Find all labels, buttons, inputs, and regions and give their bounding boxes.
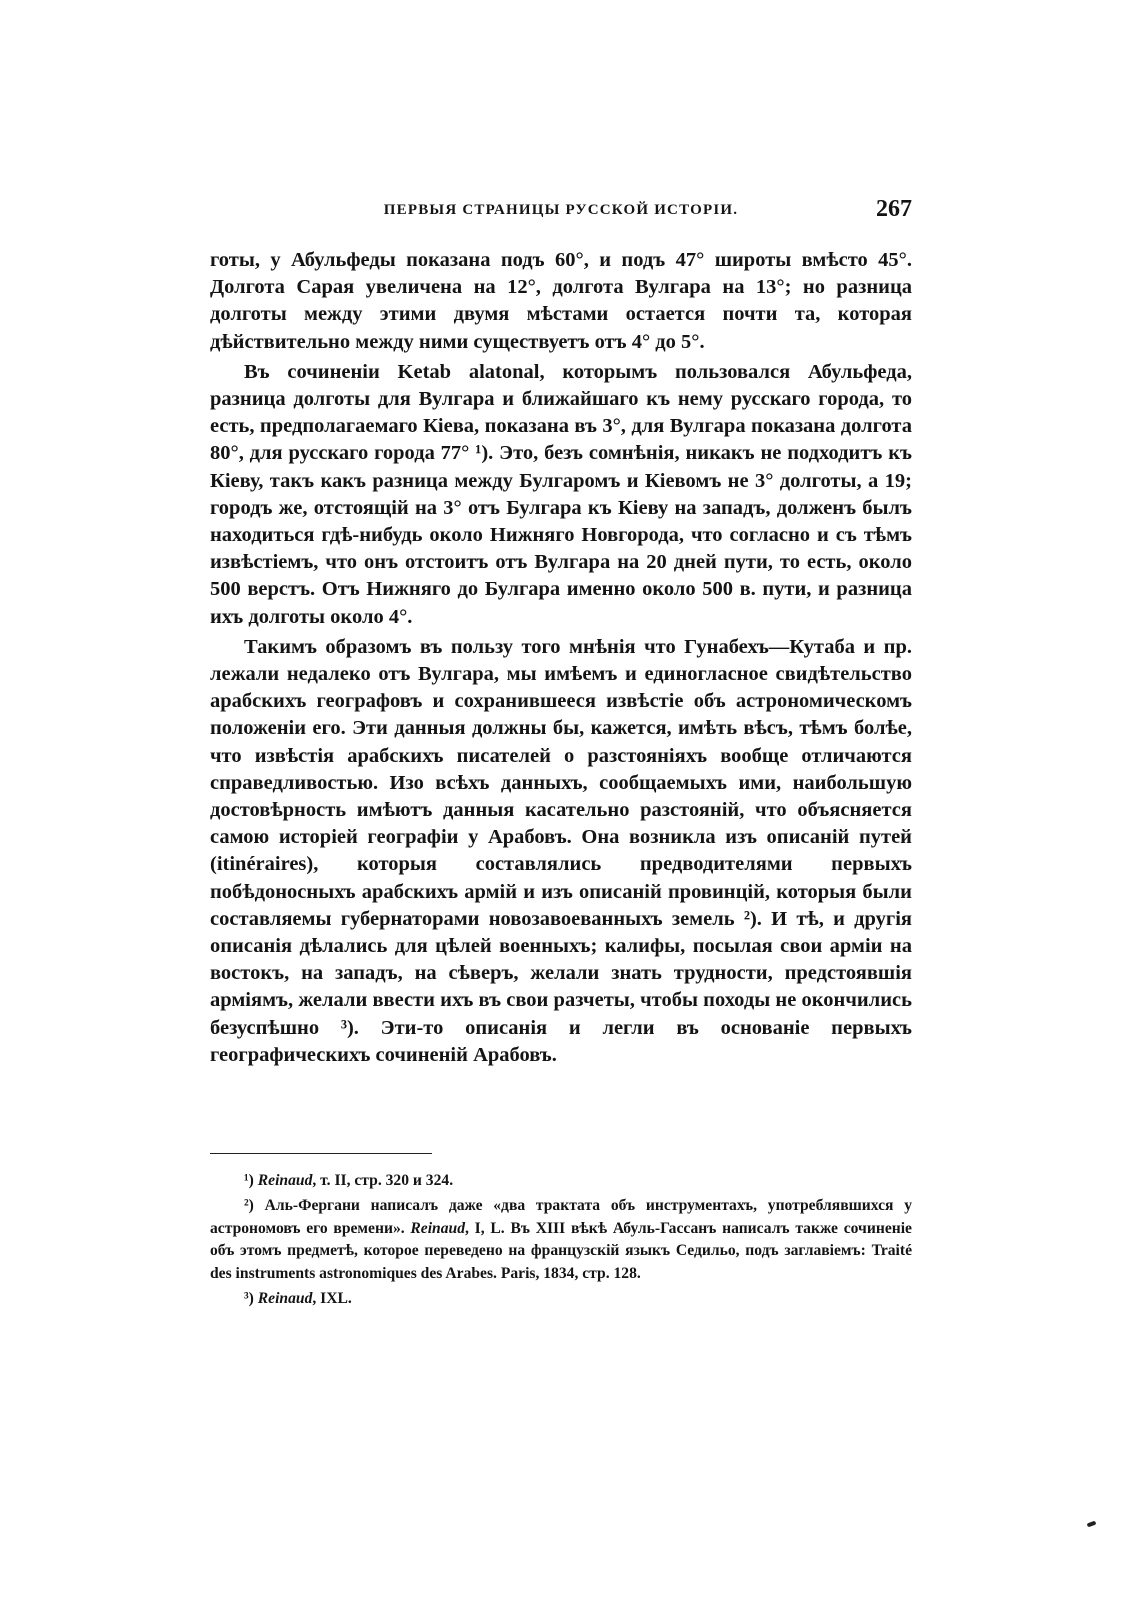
footnote-2-text-b: , I, L. Въ XIII вѣкѣ Абуль-Гассанъ написалъ также сочиненіе объ этомъ предметѣ, которое переведено на французскій языкъ Седильо, подъ заглавіемъ: Traité des instruments astronomiques des Arabes. Paris, 1834, стр. 128. xyxy=(210,1219,912,1282)
footnote-2-mark: ²) xyxy=(244,1197,254,1215)
paragraph-3: Такимъ образомъ въ пользу того мнѣнія что Гунабехъ—Кутаба и пр. лежали недалеко отъ Вулгара, мы имѣемъ и единогласное свидѣтельство арабскихъ географовъ и сохранившееся извѣстіе объ астрономическомъ положеніи его. Эти данныя должны бы, кажется, имѣть вѣсъ, тѣмъ болѣе, что извѣстія арабскихъ писателей о разстояніяхъ вообще отличаются справедливостью. Изо всѣхъ данныхъ, сообщаемыхъ ими, наибольшую достовѣрность имѣютъ данныя касательно разстояній, что объясняется самою исторіей географіи у Арабовъ. Она возникла изъ описаній путей (itinéraires), которыя составлялись предводителями первыхъ побѣдоносныхъ арабскихъ армій и изъ описаній провинцій, которыя были составляемы губернаторами новозавоеванныхъ земель ²). И тѣ, и другія описанія дѣлались для цѣлей военныхъ; калифы, посылая свои арміи на востокъ, на западъ, на сѣверъ, желали знать трудности, предстоявшія арміямъ, желали ввести ихъ въ свои разчеты, чтобы походы не окончились безуспѣшно ³). Эти-то описанія и легли въ основаніе первыхъ географическихъ сочиненій Арабовъ. xyxy=(210,635,912,1066)
footnote-2-author: Reinaud xyxy=(410,1219,465,1237)
footnote-3-author: Reinaud xyxy=(257,1290,313,1308)
footnote-3-mark: ³) xyxy=(244,1290,254,1308)
scan-speck xyxy=(1087,1521,1097,1528)
footnote-rule xyxy=(210,1153,432,1154)
paragraph-1: готы, у Абульфеды показана подъ 60°, и подъ 47° широты вмѣсто 45°. Долгота Сарая увеличена на 12°, долгота Вулгара на 13°; но разница долготы между этими двумя мѣстами остается почти та, которая дѣйствительно между ними существуетъ отъ 4° до 5°. xyxy=(210,249,912,353)
footnote-3 xyxy=(210,1288,912,1310)
page-number: 267 xyxy=(876,196,912,222)
footnotes xyxy=(210,1170,912,1313)
paragraph-2: Въ сочиненіи Ketab alatonal, которымъ пользовался Абульфеда, разница долготы для Вулгара и ближайшаго къ нему русскаго города, то есть, предполагаемаго Кіева, показана въ 3°, для Вулгара показана долгота 80°, для русскаго города 77° ¹). Это, безъ сомнѣнія, никакъ не подходитъ къ Кіеву, такъ какъ разница между Булгаромъ и Кіевомъ не 3° долготы, а 19; городъ же, отстоящій на 3° отъ Булгара къ Кіеву на западъ, долженъ былъ находиться гдѣ-нибудь около Нижняго Новгорода, что согласно и съ тѣмъ извѣстіемъ, что онъ отстоитъ отъ Вулгара на 20 дней пути, то есть, около 500 верстъ. Отъ Нижняго до Булгара именно около 500 в. пути, и разница ихъ долготы около 4°. xyxy=(210,360,912,628)
footnote-1-author: Reinaud xyxy=(257,1172,313,1189)
footnote-3-text: , IXL. xyxy=(312,1290,352,1308)
page-header xyxy=(210,196,912,232)
footnote-1 xyxy=(210,1170,912,1192)
footnote-1-text: , т. II, стр. 320 и 324. xyxy=(312,1172,454,1189)
running-title: ПЕРВЫЯ СТРАНИЦЫ РУССКОЙ ИСТОРІИ. xyxy=(383,202,739,218)
footnote-1-mark: ¹) xyxy=(244,1172,254,1189)
footnote-2 xyxy=(210,1195,912,1285)
main-text xyxy=(210,247,912,1072)
footnote-2-text-a: Аль-Фергани написалъ даже «два трактата объ инструментахъ, употреблявшихся у астрономовъ его времени». xyxy=(210,1197,913,1237)
